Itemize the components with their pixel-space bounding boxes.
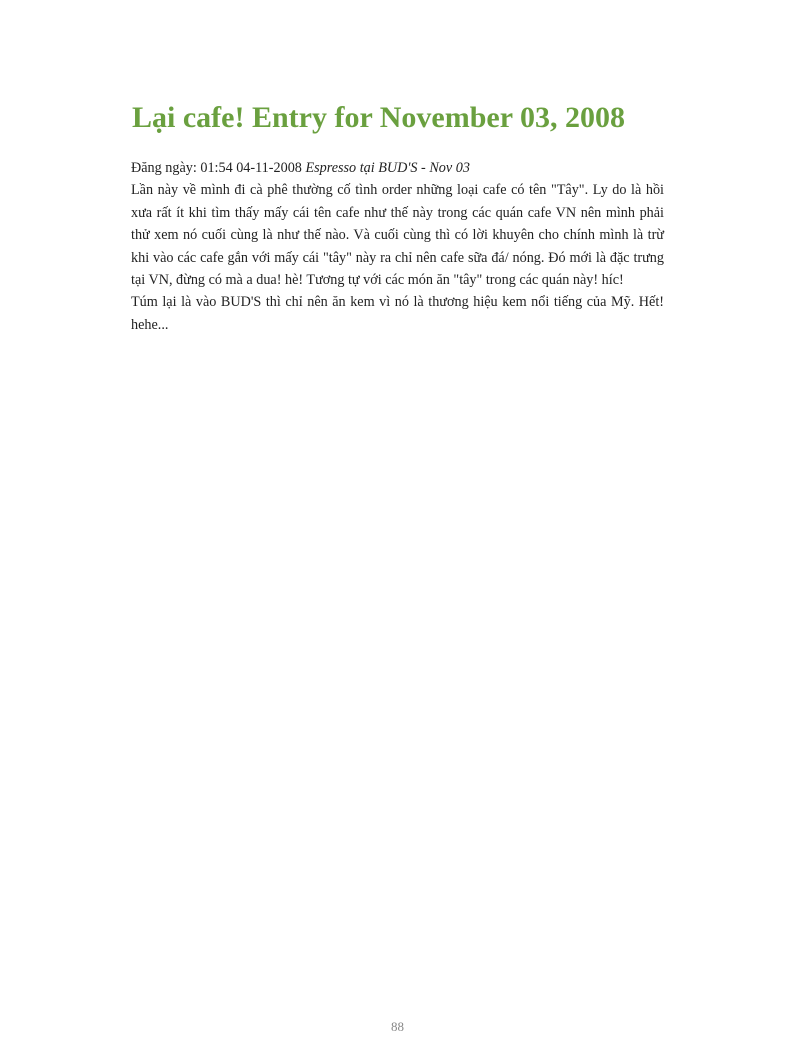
entry-paragraph-1: Lần này về mình đi cà phê thường cố tình order những loại cafe có tên "Tây". Ly do là hồi xưa rất ít khi tìm thấy mấy cái tên cafe như thế này trong các quán cafe VN nên mình phải thử xem nó cuối cùng là như thế nào. Và cuối cùng thì có lời khuyên cho chính mình là trừ khi vào các cafe gắn với mấy cái "tây" này ra chỉ nên cafe sữa đá/ nóng. Đó mới là đặc trưng tại VN, đừng có mà a dua! hè! Tương tự với các món ăn "tây" trong các quán này! híc! <box>131 182 664 289</box>
entry-body <box>131 157 664 336</box>
entry-title: Lại cafe! Entry for November 03, 2008 <box>132 101 625 134</box>
entry-subject: Espresso tại BUD'S - Nov 03 <box>305 160 470 176</box>
entry-meta <box>131 157 664 179</box>
posted-date: Đăng ngày: 01:54 04-11-2008 <box>131 160 302 176</box>
page-number: 88 <box>391 1019 404 1034</box>
entry-paragraph-2: Túm lại là vào BUD'S thì chỉ nên ăn kem vì nó là thương hiệu kem nổi tiếng của Mỹ. Hết! hehe... <box>131 294 664 333</box>
